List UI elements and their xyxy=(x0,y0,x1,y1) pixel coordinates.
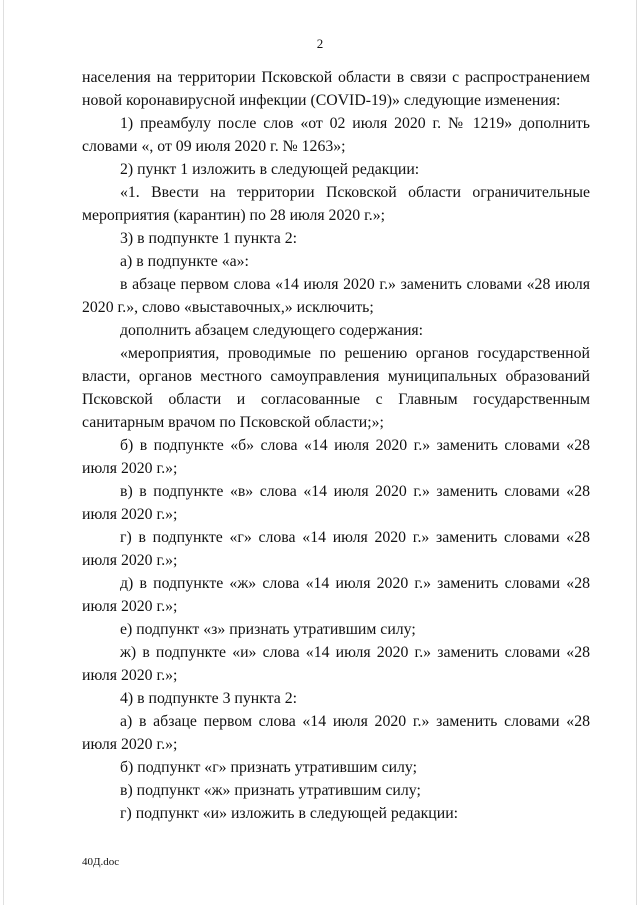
paragraph: г) в подпункте «г» слова «14 июля 2020 г.» заменить словами «28 июля 2020 г.»; xyxy=(82,529,590,569)
paragraph: «1. Ввести на территории Псковской области ограничительные мероприятия (карантин) по 28 июля 2020 г.»; xyxy=(82,184,590,224)
paragraph: г) подпункт «и» изложить в следующей редакции: xyxy=(120,805,459,822)
paragraph: б) подпункт «г» признать утратившим силу; xyxy=(120,759,417,776)
paragraph: 1) преамбулу после слов «от 02 июля 2020 г. № 1219» дополнить словами «, от 09 июля 2020 г. № 1263»; xyxy=(82,115,590,155)
paragraph: а) в подпункте «а»: xyxy=(120,253,249,270)
paragraph: ж) в подпункте «и» слова «14 июля 2020 г.» заменить словами «28 июля 2020 г.»; xyxy=(82,644,590,684)
paragraph: «мероприятия, проводимые по решению органов государственной власти, органов местного самоуправления муниципальных образований Псковской области и согласованные с Главным государственным санитарным врачом по Псковской области;»; xyxy=(82,345,590,431)
paragraph: 3) в подпункте 1 пункта 2: xyxy=(120,230,298,247)
paragraph: 4) в подпункте 3 пункта 2: xyxy=(120,690,298,707)
paragraph: дополнить абзацем следующего содержания: xyxy=(120,322,424,339)
paragraph: населения на территории Псковской области в связи с распространением новой коронавирусной инфекции (COVID-19)» следующие изменения: xyxy=(82,69,590,109)
page-number: 2 xyxy=(316,36,324,51)
paragraph: в) в подпункте «в» слова «14 июля 2020 г.» заменить словами «28 июля 2020 г.»; xyxy=(82,483,590,523)
file-name-footer: 40Д.doc xyxy=(82,856,120,868)
scan-edge-left xyxy=(3,0,4,905)
paragraph: в) подпункт «ж» признать утратившим силу; xyxy=(120,782,421,799)
paragraph: 2) пункт 1 изложить в следующей редакции: xyxy=(120,161,420,178)
paragraph: в абзаце первом слова «14 июля 2020 г.» заменить словами «28 июля 2020 г.», слово «выставочных,» исключить; xyxy=(82,276,590,316)
paragraph: а) в абзаце первом слова «14 июля 2020 г.» заменить словами «28 июля 2020 г.»; xyxy=(82,713,590,753)
scan-edge-right xyxy=(636,0,637,905)
paragraph: д) в подпункте «ж» слова «14 июля 2020 г.» заменить словами «28 июля 2020 г.»; xyxy=(82,575,590,615)
paragraph: е) подпункт «з» признать утратившим силу; xyxy=(120,621,416,638)
paragraph: б) в подпункте «б» слова «14 июля 2020 г.» заменить словами «28 июля 2020 г.»; xyxy=(82,437,590,477)
document-body xyxy=(82,66,590,825)
